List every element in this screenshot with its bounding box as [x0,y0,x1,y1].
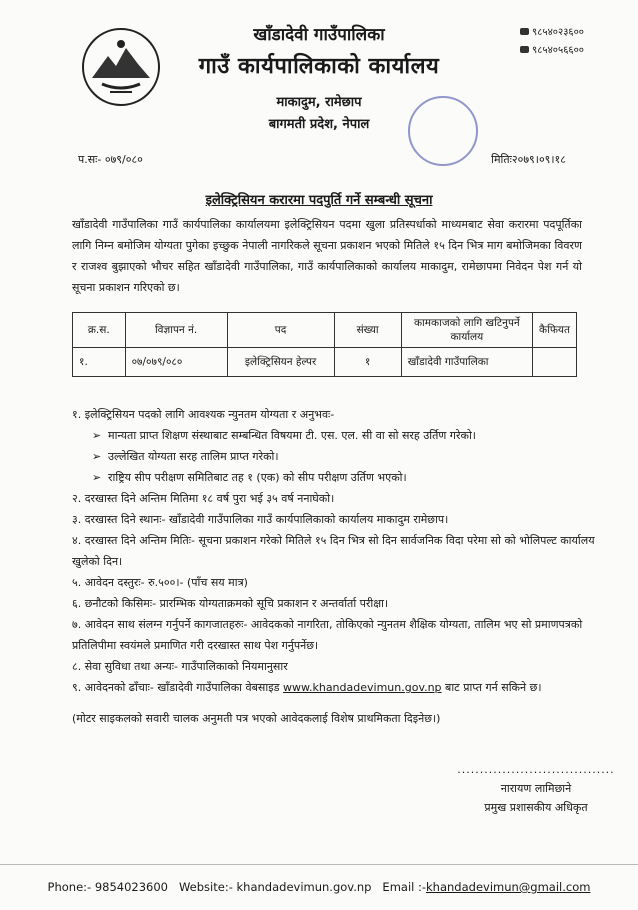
signatory-name: नारायण लामिछाने [500,782,572,795]
list-item: ➢ राष्ट्रिय सीप परीक्षण समितिबाट तह १ (एक) को सीप परीक्षण उर्तिण भएको। [72,467,612,488]
footer-website[interactable]: Website:- khandadevimun.gov.np [178,880,372,894]
signature-block [456,760,616,817]
table-row [73,348,577,377]
footer-divider [0,864,638,865]
signatory-title: प्रमुख प्रशासकीय अधिकृत [484,801,588,814]
cell-remarks [533,348,577,377]
requirement-1: १. इलेक्ट्रिसियन पदको लागि आवश्यक न्युनतम योग्यता र अनुभवः- [72,408,335,421]
telephone-icon [520,28,529,35]
intro-paragraph: खाँडादेवी गाउँपालिका गाउँ कार्यपालिका कार्यालयमा इलेक्ट्रिसियन पदमा खुला प्रतिस्पर्धाको माध्यमबाट सेवा करारमा पदपूर्तिका लागि निम्न बमोजिम योग्यता पुगेका इच्छुक नेपाली नागरिकले सूचना प्रकाशन भएको मितिले १५ दिन भित्र माग बमोजिमका विवरण र राजश्व बुझाएको भौचर सहित खाँडादेवी गाउँपालिका, गाउँ कार्यपालिकाको कार्यालय माकादुम, रामेछापमा निवेदन पेश गर्न यो सूचना प्रकाशन गरिएको छ। [72,218,582,294]
col-remarks: कैफियत [533,313,577,348]
province-country: बागमती प्रदेश, नेपाल [268,117,370,132]
telephone-icon [520,46,529,53]
header-phones [520,24,584,60]
phone-line-2: ९८५४०५६६०० [520,42,584,60]
col-position: पद [227,313,334,348]
office-location: माकादुम, रामेछाप [276,95,362,110]
col-count: संख्या [334,313,401,348]
col-office: कामकाजको लागि खटिनुपर्ने कार्यालय [401,313,532,348]
list-item: ➢ उल्लेखित योग्यता सरह तालिम प्राप्त गरेको। [72,446,612,467]
vacancy-table [72,312,577,377]
municipality-name: खाँडादेवी गाउँपालिका [253,25,385,45]
footer-phone: Phone:- 9854023600 [47,880,169,894]
list-item: ➢ मान्यता प्राप्त शिक्षण संस्थाबाट सम्बन्धित विषयमा टी. एस. एल. सी वा सो सरह उर्तिण गरेको। [72,425,612,446]
signature-line: ................................... [457,763,615,776]
requirement-2: २. दरखास्त दिने अन्तिम मितिमा १८ वर्ष पुरा भई ३५ वर्ष ननाघेको। [72,492,335,505]
notice-date: मितिः२०७९।०९।१८ [491,153,566,166]
requirement-3: ३. दरखास्त दिने स्थानः- खाँडादेवी गाउँपालिका गाउँ कार्यपालिकाको कार्यालय माकादुम रामेछाप। [72,513,449,526]
cell-office: खाँडादेवी गाउँपालिका [401,348,532,377]
website-link[interactable]: www.khandadevimun.gov.np [283,681,442,694]
requirement-6: ६. छनौटको किसिमः- प्रारम्भिक योग्यताक्रमको सूचि प्रकाशन र अन्तर्वार्ता परीक्षा। [72,597,389,610]
requirement-5: ५. आवेदन दस्तुरः- रु.५००।- (पाँच सय मात्र) [72,576,248,589]
cell-ad-number: ०७/०७९/०८० [125,348,227,377]
priority-note: (मोटर साइकलको सवारी चालक अनुमती पत्र भएको आवेदकलाई विशेष प्राथमिकता दिइनेछ।) [72,712,441,725]
requirement-9: ९. आवेदनको ढाँचाः- खाँडादेवी गाउँपालिका वेबसाइड www.khandadevimun.gov.np बाट प्राप्त गर्न सकिने छ। [72,681,542,694]
arrow-bullet-icon: ➢ [92,450,102,463]
office-stamp [408,96,478,166]
footer-email[interactable]: khandadevimun@gmail.com [426,880,591,894]
requirement-4: ४. दरखास्त दिने अन्तिम मितिः- सूचना प्रकाशन गरेको मितिले १५ दिन भित्र सो दिन सार्वजनिक विदा परेमा सो को भोलिपल्ट कार्यालय खुलेको दिन। [72,534,595,568]
phone-line-1: ९८५४०२३६०० [520,24,584,42]
cell-position: इलेक्ट्रिसियन हेल्पर [227,348,334,377]
arrow-bullet-icon: ➢ [92,429,102,442]
requirement-7: ७. आवेदन साथ संलग्न गर्नुपर्ने कागजातहरुः- आवेदकको नागरिता, तोकिएको न्युनतम शैक्षिक योग्यता, तालिम भए सो प्रमाणपत्रको प्रतिलिपीमा स्वयंमले प्रमाणित गरी दरखास्त साथ पेश गर्नुपर्नेछ। [72,618,583,652]
requirement-8: ८. सेवा सुविधा तथा अन्यः- गाउँपालिकाको नियमानुसार [72,660,288,673]
col-ad-number: विज्ञापन नं. [125,313,227,348]
requirements-list [72,404,612,729]
table-header-row [73,313,577,348]
footer [0,880,638,894]
office-name: गाउँ कार्यपालिकाको कार्यालय [198,54,440,79]
col-serial: क्र.स. [73,313,126,348]
cell-serial: १. [73,348,126,377]
reference-number: प.सः- ०७९/०८० [78,153,143,166]
arrow-bullet-icon: ➢ [92,471,102,484]
notice-subject: इलेक्ट्रिसियन करारमा पदपुर्ति गर्ने सम्बन्धी सूचना [205,193,433,208]
footer-email-label: Email :- [382,880,427,894]
cell-count: १ [334,348,401,377]
